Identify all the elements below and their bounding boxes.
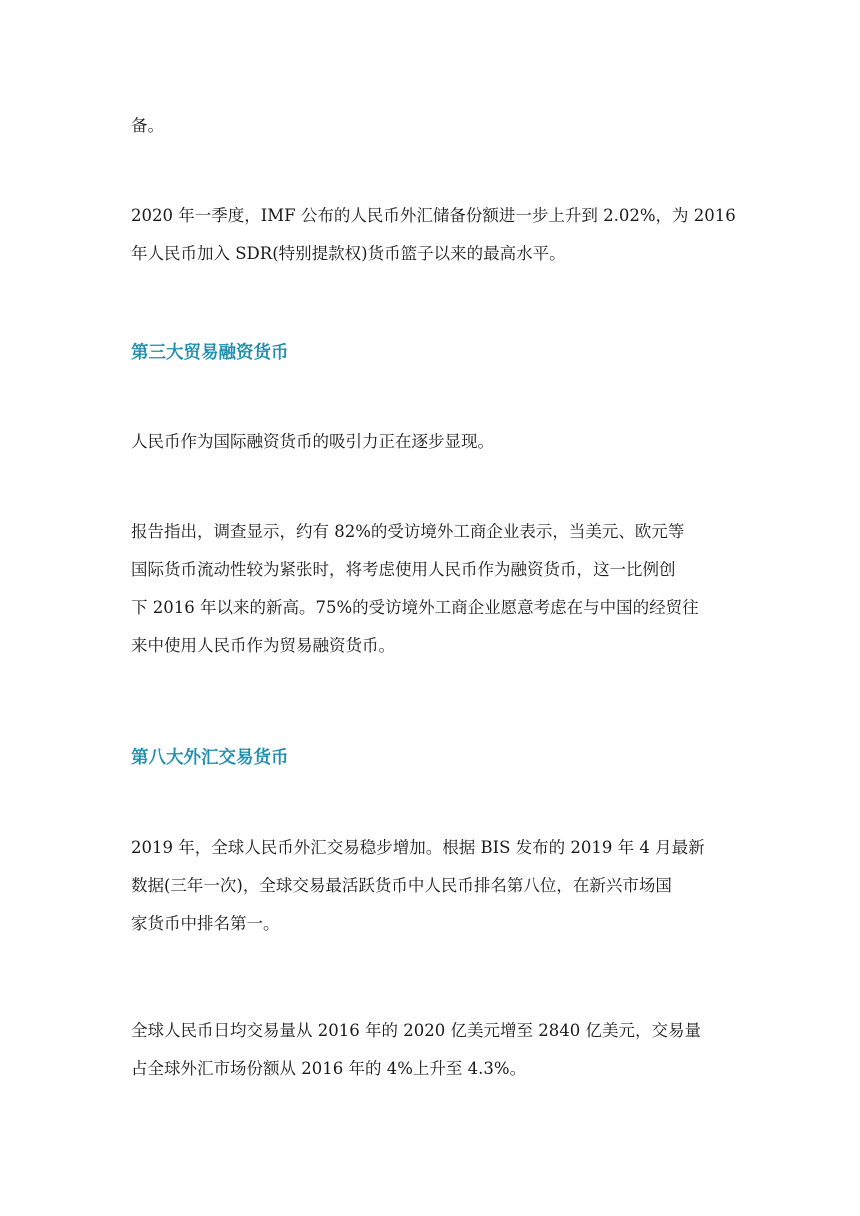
paragraph-finance-intro (131, 423, 731, 461)
paragraph-continuation (131, 107, 731, 145)
text-line: 年人民币加入 SDR(特别提款权)货币篮子以来的最高水平。 (131, 244, 566, 263)
paragraph-fx-ranking (131, 829, 731, 943)
paragraph-reserve-share (131, 197, 736, 273)
text-line: 报告指出，调查显示，约有 82%的受访境外工商企业表示，当美元、欧元等 (131, 522, 685, 541)
text-line: 下 2016 年以来的新高。75%的受访境外工商企业愿意考虑在与中国的经贸往 (131, 598, 699, 617)
text-line: 2020 年一季度，IMF 公布的人民币外汇储备份额进一步上升到 2.02%，为 2016 (131, 206, 736, 225)
text-line: 备。 (131, 116, 164, 135)
paragraph-fx-volume (131, 1012, 731, 1088)
text-line: 家货币中排名第一。 (131, 914, 280, 933)
text-line: 数据(三年一次)，全球交易最活跃货币中人民币排名第八位，在新兴市场国 (131, 876, 672, 895)
text-line: 占全球外汇市场份额从 2016 年的 4%上升至 4.3%。 (131, 1059, 527, 1078)
text-line: 来中使用人民币作为贸易融资货币。 (131, 636, 395, 655)
text-line: 全球人民币日均交易量从 2016 年的 2020 亿美元增至 2840 亿美元，交易量 (131, 1021, 701, 1040)
text-line: 人民币作为国际融资货币的吸引力正在逐步显现。 (131, 432, 494, 451)
paragraph-survey (131, 513, 731, 665)
section-heading-fx-trading: 第八大外汇交易货币 (131, 748, 289, 768)
text-line: 2019 年，全球人民币外汇交易稳步增加。根据 BIS 发布的 2019 年 4 月最新 (131, 838, 705, 857)
section-heading-trade-finance: 第三大贸易融资货币 (131, 343, 289, 363)
text-line: 国际货币流动性较为紧张时，将考虑使用人民币作为融资货币，这一比例创 (131, 560, 676, 579)
